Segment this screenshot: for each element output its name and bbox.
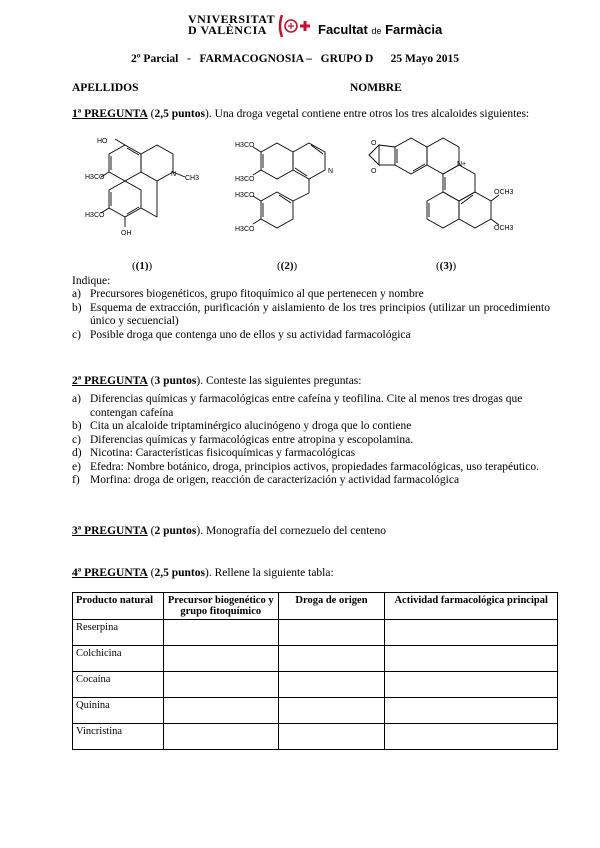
alkaloid-structure-1 — [85, 135, 210, 255]
university-name-line1: VNIVERSITAT — [188, 12, 276, 26]
m1-atom-h3co-1: H3CO — [85, 174, 105, 181]
answer-cell[interactable] — [385, 724, 558, 750]
table-row — [73, 672, 558, 698]
question-4-statement: 4ª PREGUNTA (2,5 puntos). Rellene la siguiente tabla: — [72, 567, 334, 579]
alkaloid-structure-3 — [365, 135, 520, 255]
list-item: f) Morfina: droga de origen, reacción de caracterización y actividad farmacológica — [72, 474, 460, 486]
question-2-title: 2ª PREGUNTA — [72, 375, 148, 387]
question-3-points: 2 puntos — [154, 525, 197, 537]
m2-atom-h3co-3: H3CO — [235, 192, 255, 199]
answer-cell[interactable] — [278, 724, 385, 750]
list-item: a) Diferencias químicas y farmacológicas entre cafeína y teofilina. Cite al menos tres drogas que contengan cafeína — [72, 393, 523, 419]
m3-atom-o-2: O — [371, 168, 377, 175]
faculty-word-1: Facultat — [318, 22, 368, 37]
column-header-product: Producto natural — [73, 593, 164, 620]
answer-cell[interactable] — [163, 724, 278, 750]
header-separator: - — [186, 53, 191, 65]
university-logo-text — [188, 14, 275, 36]
m3-atom-n-plus: N+ — [457, 161, 467, 168]
column-header-activity: Actividad farmacológica principal — [385, 593, 558, 620]
table-row — [73, 646, 558, 672]
faculty-name — [318, 22, 442, 37]
answer-table — [72, 592, 558, 750]
faculty-word-2: de — [371, 26, 382, 36]
exam-name: 2º Parcial — [131, 53, 179, 65]
table-row — [73, 620, 558, 646]
m3-atom-och3-1: OCH3 — [494, 189, 514, 196]
exam-header — [131, 53, 459, 65]
question-1-instructions — [72, 274, 550, 342]
question-1-points: 2,5 puntos — [154, 108, 205, 120]
m3-atom-och3-2: OCH3 — [494, 225, 514, 232]
answer-cell[interactable] — [163, 672, 278, 698]
row-label-colchicina: Colchicina — [73, 646, 164, 672]
m1-atom-ho: HO — [97, 138, 108, 145]
question-4-title: 4ª PREGUNTA — [72, 567, 148, 579]
question-3-title: 3ª PREGUNTA — [72, 525, 148, 537]
table-row — [73, 724, 558, 750]
list-item: c) Posible droga que contenga uno de ellos y su actividad farmacológica — [72, 328, 411, 341]
question-4-text: . Rellene la siguiente tabla: — [208, 567, 334, 579]
group-name: GRUPO D — [320, 53, 374, 65]
m2-atom-h3co-1: H3CO — [235, 142, 255, 149]
university-name-line2: D VALÈNCIA — [188, 23, 267, 37]
question-3-text: . Monografía del cornezuelo del centeno — [200, 525, 387, 537]
list-item: a) Precursores biogenéticos, grupo fitoquímico al que pertenecen y nombre — [72, 288, 424, 300]
row-label-cocaina: Cocaína — [73, 672, 164, 698]
question-1-text: . Una droga vegetal contiene entre otros los tres alcaloides siguientes: — [208, 108, 530, 120]
answer-cell[interactable] — [278, 698, 385, 724]
list-item: c) Diferencias químicas y farmacológicas entre atropina y escopolamina. — [72, 433, 414, 446]
structure-label-3: ((3)) — [436, 260, 457, 272]
m3-atom-o-1: O — [371, 140, 377, 147]
list-item: b) Esquema de extracción, purificación y aislamiento de los tres principios (utilizar un procedimiento único y secuencial) — [72, 301, 550, 327]
m2-atom-h3co-2: H3CO — [235, 176, 255, 183]
answer-cell[interactable] — [163, 620, 278, 646]
question-1-statement: 1ª PREGUNTA (2,5 puntos). Una droga vegetal contiene entre otros los tres alcaloides siguientes: — [72, 108, 530, 120]
answer-cell[interactable] — [278, 646, 385, 672]
question-2-text: . Conteste las siguientes preguntas: — [200, 375, 362, 387]
answer-cell[interactable] — [385, 620, 558, 646]
structure-label-1: ((1)) — [132, 260, 153, 272]
question-1-title: 1ª PREGUNTA — [72, 108, 148, 120]
answer-cell[interactable] — [278, 620, 385, 646]
answer-cell[interactable] — [385, 646, 558, 672]
faculty-word-3: Farmàcia — [385, 22, 443, 37]
m1-atom-n: N — [171, 171, 177, 178]
subject-name: FARMACOGNOSIA – — [199, 53, 312, 65]
answer-cell[interactable] — [385, 672, 558, 698]
question-3-statement: 3ª PREGUNTA (2 puntos). Monografía del cornezuelo del centeno — [72, 525, 387, 537]
row-label-quinina: Quinina — [73, 698, 164, 724]
answer-cell[interactable] — [385, 698, 558, 724]
table-row — [73, 698, 558, 724]
exam-date: 25 Mayo 2015 — [390, 53, 459, 65]
answer-cell[interactable] — [163, 698, 278, 724]
m2-atom-h3co-4: H3CO — [235, 226, 255, 233]
question-2-statement: 2ª PREGUNTA (3 puntos). Conteste las siguientes preguntas: — [72, 375, 362, 387]
row-label-reserpina: Reserpina — [73, 620, 164, 646]
m1-atom-oh: OH — [121, 230, 132, 237]
m1-atom-ch3: CH3 — [185, 175, 200, 182]
m1-atom-h3co-2: H3CO — [85, 212, 105, 219]
row-label-vincristina: Vincristina — [73, 724, 164, 750]
faculty-emblem-icon — [278, 13, 314, 39]
structure-label-2: ((2)) — [277, 260, 298, 272]
column-header-precursor: Precursor biogenético y grupo fitoquímico — [163, 593, 278, 620]
name-label: NOMBRE — [350, 82, 402, 94]
column-header-drug-origin: Droga de origen — [278, 593, 385, 620]
answer-cell[interactable] — [163, 646, 278, 672]
list-item: d) Nicotina: Características fisicoquímicas y farmacológicas — [72, 447, 356, 459]
m2-atom-n: N — [328, 168, 334, 175]
question-2-points: 3 puntos — [154, 375, 197, 387]
surname-label: APELLIDOS — [72, 82, 139, 94]
alkaloid-structure-2 — [235, 135, 360, 255]
question-4-points: 2,5 puntos — [154, 567, 205, 579]
table-header-row — [73, 593, 558, 620]
list-item: b) Cita un alcaloide triptaminérgico alucinógeno y droga que lo contiene — [72, 420, 412, 432]
question-2-items — [72, 393, 550, 488]
list-item: e) Efedra: Nombre botánico, droga, principios activos, propiedades farmacológicas, uso terapéutico. — [72, 460, 539, 473]
answer-cell[interactable] — [278, 672, 385, 698]
indique-label: Indique: — [72, 275, 111, 287]
